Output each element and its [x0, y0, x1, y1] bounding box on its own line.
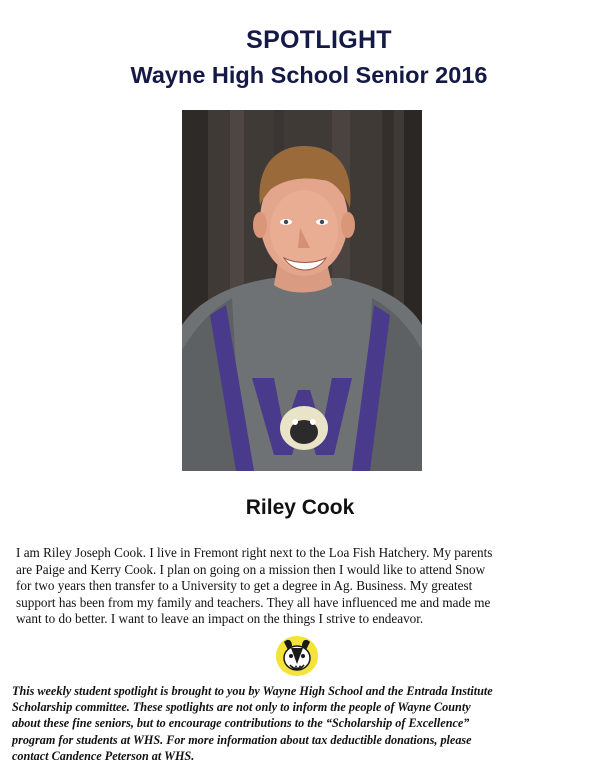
footer-line: about these fine seniors, but to encourage contributions to the “Scholarship of Excellence” [12, 716, 470, 731]
footer-line: This weekly student spotlight is brought to you by Wayne High School and the Entrada Institute [12, 684, 493, 698]
bio-line: for two years then transfer to a University to get a degree in Ag. Business. My greatest [16, 578, 473, 594]
sponsor-note [12, 683, 592, 764]
footer-line: Scholarship committee. These spotlights are not only to inform the people of Wayne County [12, 700, 471, 715]
bio-line: I am Riley Joseph Cook. I live in Fremont right next to the Loa Fish Hatchery. My parents [16, 545, 493, 560]
badger-icon [274, 634, 320, 678]
student-bio [16, 545, 588, 628]
student-portrait [182, 110, 422, 471]
bio-line: are Paige and Kerry Cook. I plan on going on a mission then I would like to attend Snow [16, 561, 486, 577]
bio-line: support has been from my family and teachers. They all have influenced me and made me [16, 594, 491, 610]
page-subtitle: Wayne High School Senior 2016 [130, 62, 488, 88]
spotlight-title: SPOTLIGHT [246, 26, 392, 54]
footer-line: program for students at WHS. For more information about tax deductible donations, please [12, 732, 472, 747]
badger-mascot-logo [274, 634, 320, 678]
student-name: Riley Cook [245, 496, 355, 519]
bio-line: want to do better. I want to leave an impact on the things I strive to endeavor. [16, 611, 424, 627]
student-photo [182, 110, 422, 471]
footer-line: contact Candence Peterson at WHS. [12, 748, 195, 763]
